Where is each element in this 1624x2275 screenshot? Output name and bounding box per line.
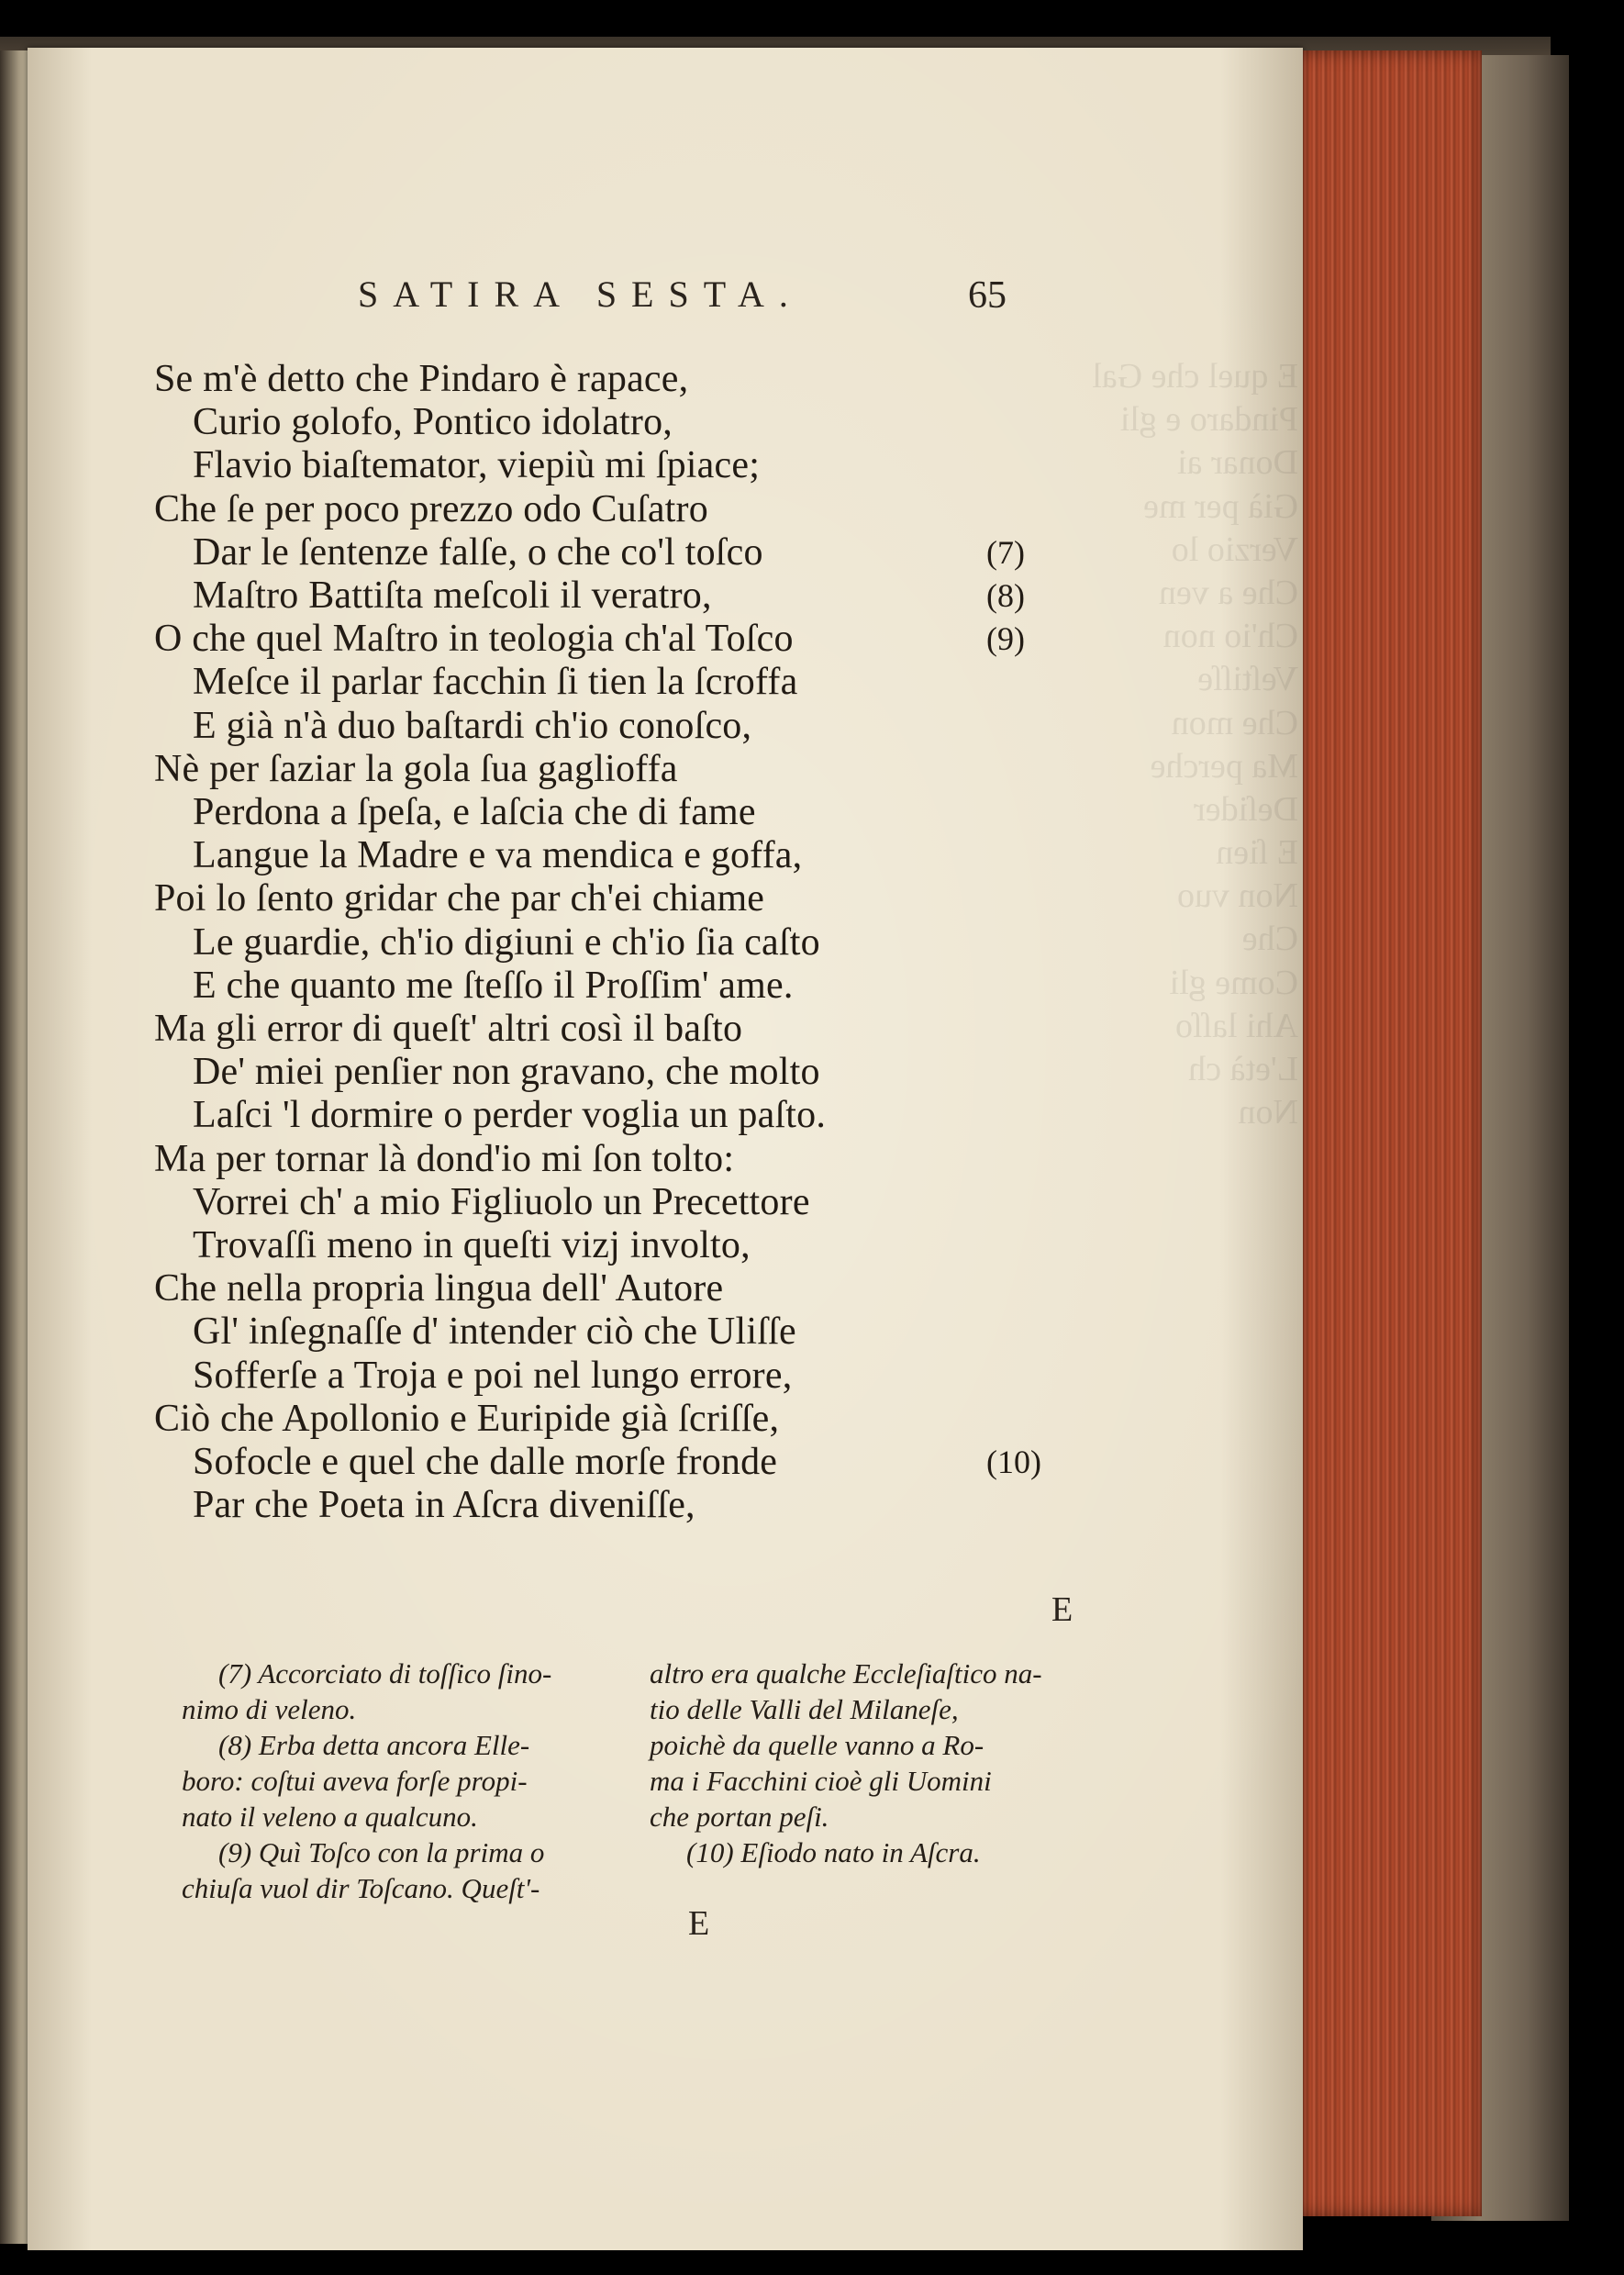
verse-text: E che quanto me ſteſſo il Proſſim' ame. <box>193 964 794 1007</box>
verse-text: E già n'à duo baſtardi ch'io conoſco, <box>193 704 752 747</box>
footnote-line: che portan peſi. <box>650 1801 829 1833</box>
verse-line <box>154 1398 779 1441</box>
footnote-line: nato il veleno a qualcuno. <box>182 1801 478 1833</box>
footnote-line: ma i Facchini cioè gli Uomini <box>650 1765 992 1797</box>
verse-text: De' miei penſier non gravano, che molto <box>193 1051 820 1094</box>
verse-line <box>193 1051 820 1094</box>
verse-text: Laſci 'l dormire o perder voglia un paſto. <box>193 1094 827 1137</box>
verse-line <box>154 748 678 791</box>
page-number: 65 <box>968 274 1007 317</box>
verse-line <box>193 705 751 748</box>
book-page <box>28 48 1303 2250</box>
footnote-line: (10) Eſiodo nato in Aſcra. <box>686 1836 981 1868</box>
verse-text: Sofocle e quel che dalle morſe fronde <box>193 1441 778 1483</box>
footnote-line: boro: coſtui aveva forſe propi- <box>182 1765 528 1797</box>
verse-line <box>193 965 794 1008</box>
verse-line <box>193 1484 695 1527</box>
verse-text: Langue la Madre e va mendica e goffa, <box>193 834 803 877</box>
verse-line <box>193 834 802 877</box>
verse-line <box>193 401 673 444</box>
footnote-line: (9) Quì Toſco con la prima o <box>218 1836 545 1868</box>
footnote-line: nimo di veleno. <box>182 1693 357 1725</box>
verse-text: Poi lo ſento gridar che par ch'ei chiame <box>154 877 765 920</box>
show-through-text: E quel che Gal Pindaro e gli Donar ai Già per me Verzio lo Che a ven Ch'io non Veſtiſſe Che mon Ma perche Deſider E ſien Non vuo Che Come gli Ahi laſſo L'età ch Non <box>1092 357 1298 1132</box>
verse-text: Che nella propria lingua dell' Autore <box>154 1267 724 1310</box>
verse-text: Sofferſe a Troja e poi nel lungo errore, <box>193 1354 793 1397</box>
footnote-line: chiuſa vuol dir Toſcano. Queſt'- <box>182 1872 540 1904</box>
verse-line <box>193 574 712 618</box>
verse-line <box>193 1094 826 1137</box>
verse-text: Nè per ſaziar la gola ſua gaglioffa <box>154 747 678 790</box>
footnotes-left-column <box>182 1656 631 1906</box>
verse-text: Le guardie, ch'io digiuni e ch'io ſia caſto <box>193 920 820 964</box>
footnote-line: (8) Erba detta ancora Elle- <box>218 1729 530 1761</box>
verse-text: Meſce il parlar facchin ſi tien la ſcroffa <box>193 661 798 704</box>
verse-text: Vorrei ch' a mio Figliuolo un Precettore <box>193 1180 810 1223</box>
footnote-reference: (10) <box>986 1444 1041 1480</box>
verse-line <box>154 358 688 401</box>
verse-text: Maſtro Battiſta meſcoli il veratro, <box>193 574 712 617</box>
verse-line <box>193 1355 792 1398</box>
verse-line <box>193 661 797 704</box>
verse-line <box>193 1224 751 1267</box>
page-fore-edge <box>1289 50 1482 2216</box>
footnote-line: altro era qualche Eccleſiaſtico na- <box>650 1657 1042 1690</box>
running-title: SATIRA SESTA. <box>358 273 803 315</box>
footnote-line: tio delle Valli del Milaneſe, <box>650 1693 959 1725</box>
verse-line <box>154 618 794 661</box>
catchword: E <box>1051 1590 1073 1629</box>
verse-text: Par che Poeta in Aſcra diveniſſe, <box>193 1484 695 1527</box>
signature-mark: E <box>688 1904 710 1943</box>
footnotes-right-column <box>650 1656 1101 1870</box>
verse-line <box>193 791 756 834</box>
verse-line <box>193 1441 777 1484</box>
verse-line <box>154 877 764 920</box>
verse-line <box>193 444 760 487</box>
verse-line <box>193 531 763 574</box>
verse-text: Gl' inſegnaſſe d' intender ciò che Uliſſe <box>193 1310 796 1354</box>
footnote-reference: (9) <box>986 620 1025 658</box>
verse-text: Flavio biaſtemator, viepiù mi ſpiace; <box>193 444 761 487</box>
verse-text: Se m'è detto che Pindaro è rapace, <box>154 358 689 400</box>
verse-text: Che ſe per poco prezzo odo Cuſatro <box>154 487 708 530</box>
verse-line <box>154 488 708 531</box>
verse-line <box>154 1138 734 1181</box>
footnote-line: poichè da quelle vanno a Ro- <box>650 1729 984 1761</box>
verse-text: Dar le ſentenze falſe, o che co'l toſco <box>193 530 763 574</box>
verse-text: O che quel Maſtro in teologia ch'al Toſco <box>154 618 794 661</box>
verse-line <box>193 1310 796 1354</box>
verse-line <box>193 921 820 965</box>
verse-text: Curio golofo, Pontico idolatro, <box>193 401 673 444</box>
verse-text: Trovaſſi meno in queſti vizj involto, <box>193 1224 751 1266</box>
verse-line <box>154 1008 742 1051</box>
verse-text: Perdona a ſpeſa, e laſcia che di fame <box>193 791 756 833</box>
verse-line <box>193 1181 810 1224</box>
verse-text: Ma per tornar là dond'io mi ſon tolto: <box>154 1137 735 1180</box>
footnote-reference: (7) <box>986 533 1025 571</box>
verse-text: Ma gli error di queſt' altri così il baſto <box>154 1008 743 1050</box>
verse-line <box>154 1267 723 1310</box>
footnote-reference: (8) <box>986 577 1025 614</box>
footnote-line: (7) Accorciato di toſſico ſino- <box>218 1657 552 1690</box>
verse-text: Ciò che Apollonio e Euripide già ſcriſſe, <box>154 1397 780 1440</box>
